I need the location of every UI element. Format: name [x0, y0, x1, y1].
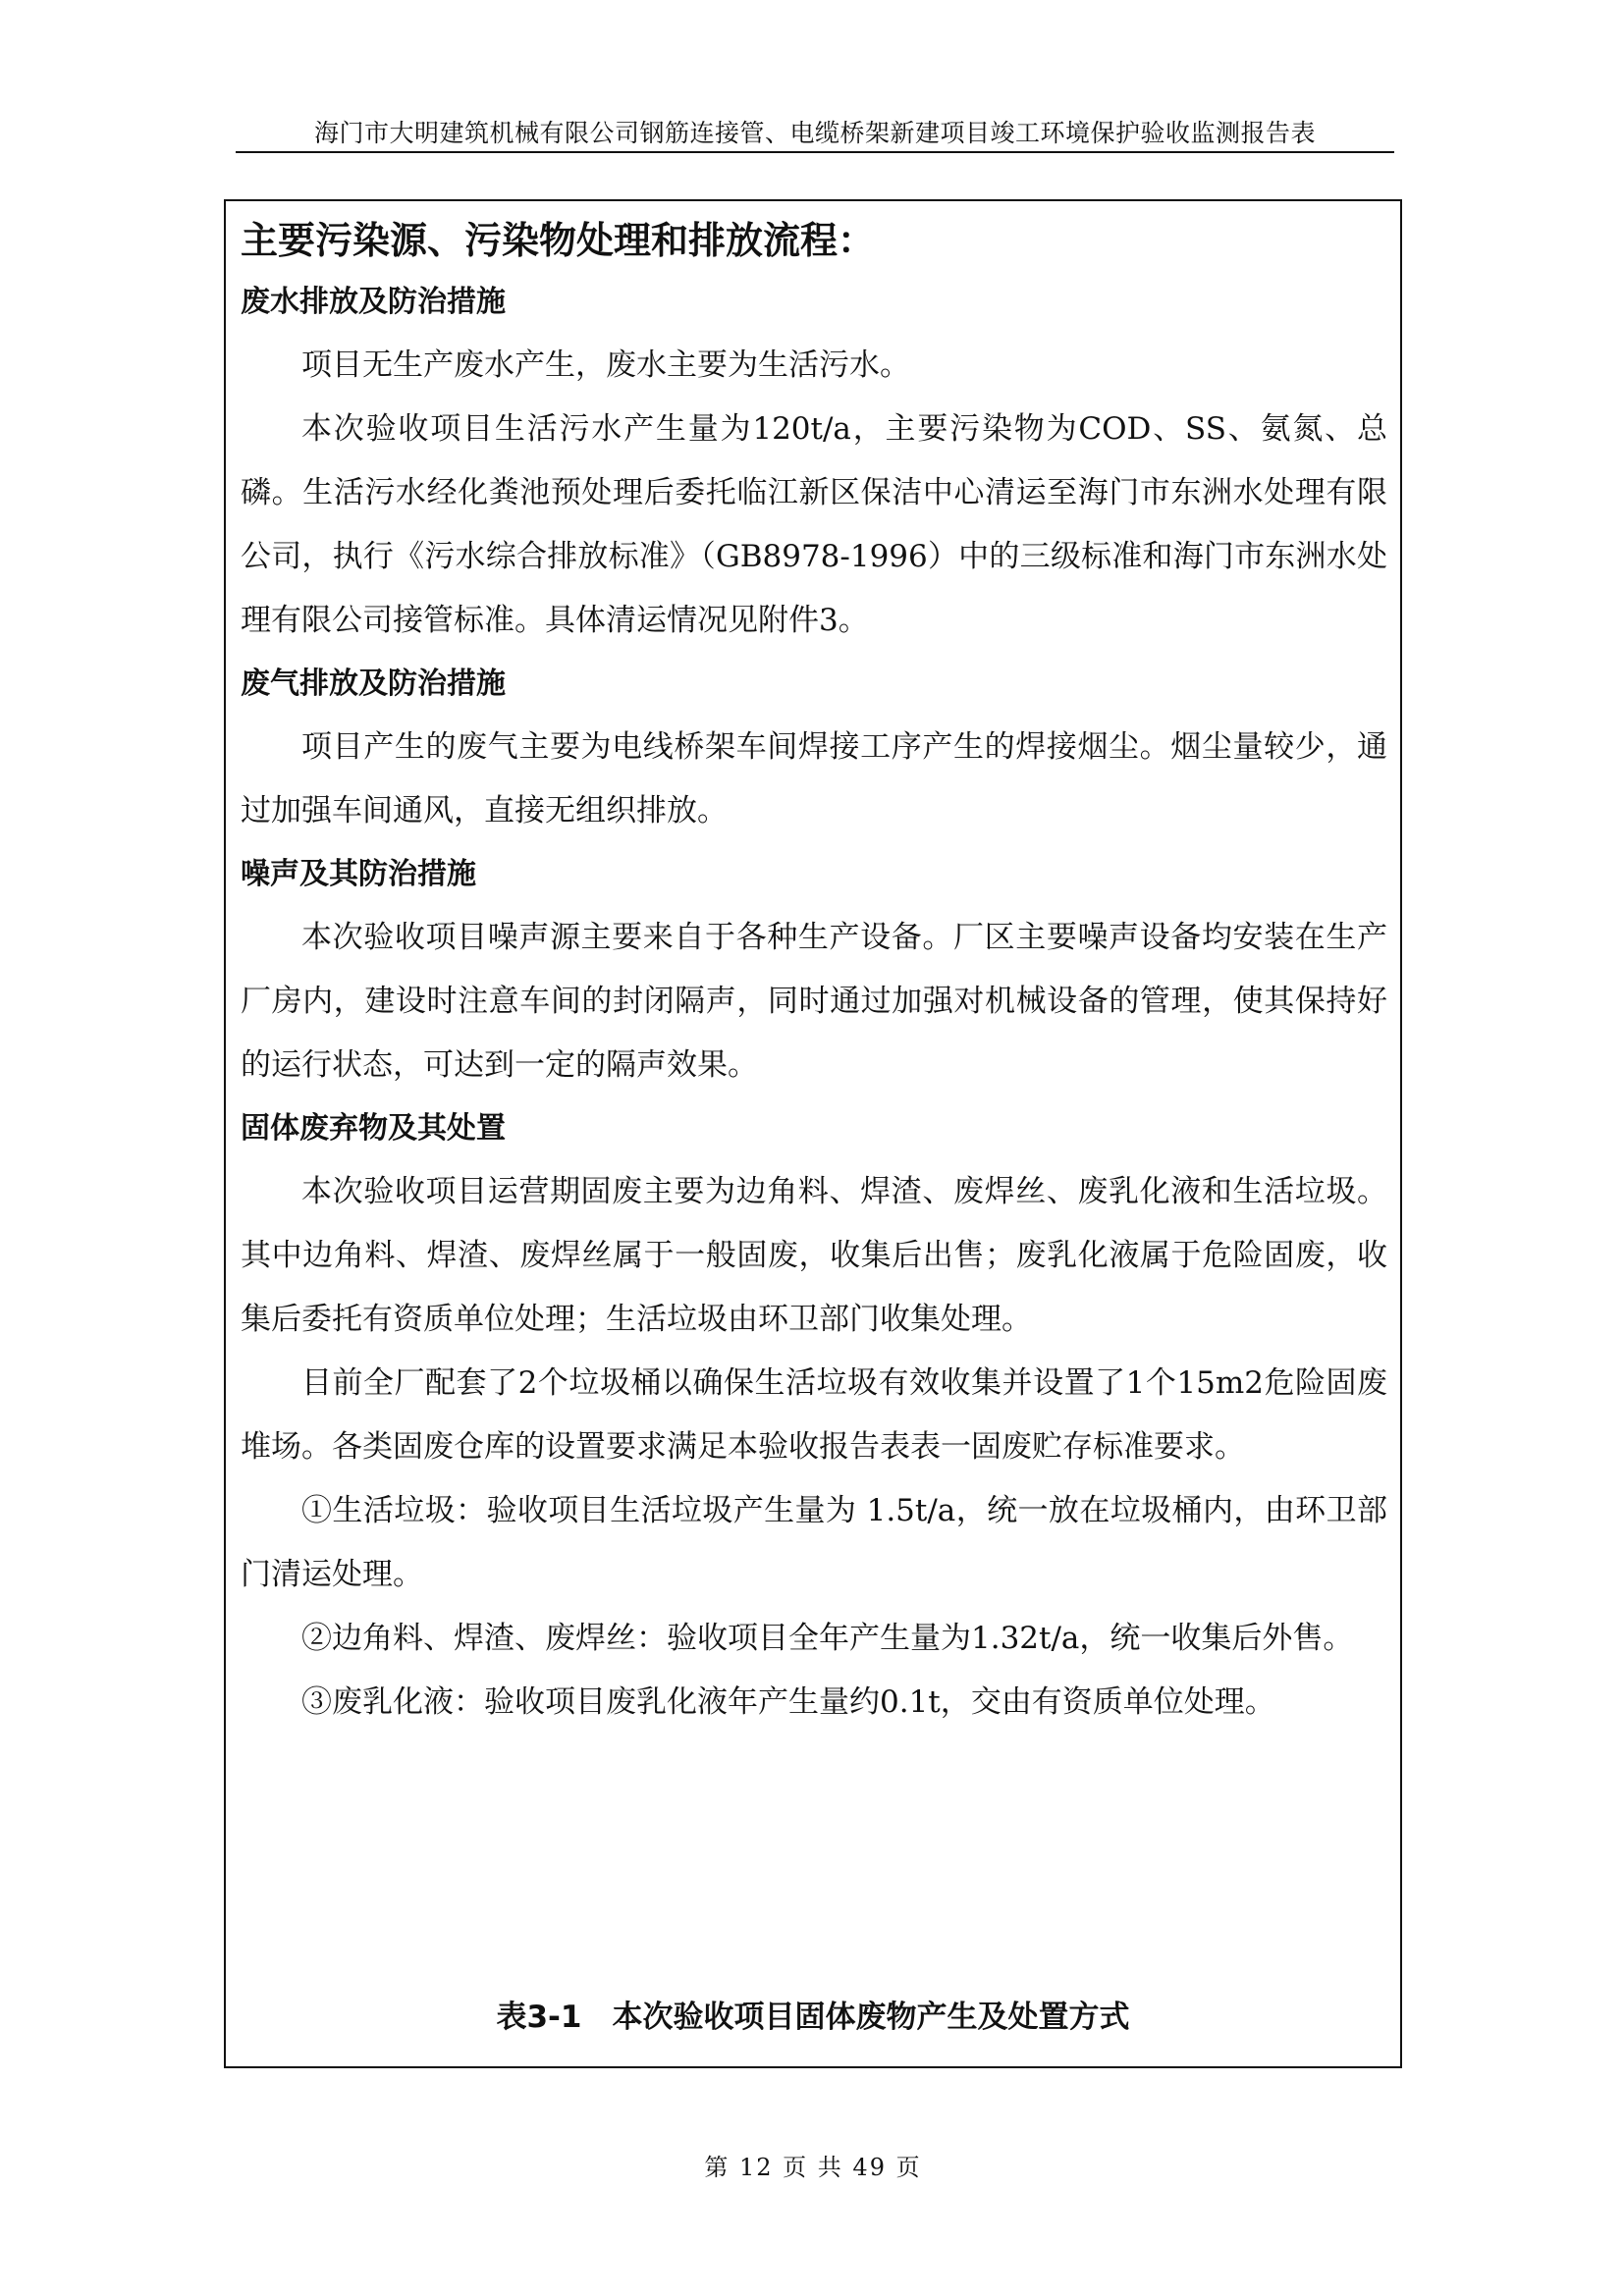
paragraph: 项目无生产废水产生，废水主要为生活污水。	[301, 347, 910, 383]
list-item: ③废乳化液：验收项目废乳化液年产生量约0.1t，交由有资质单位处理。	[301, 1684, 1275, 1720]
paragraph: 本次验收项目生活污水产生量为120t/a，主要污染物为COD、SS、氨氮、总磷。生活污水经化粪池预处理后委托临江新区保洁中心清运至海门市东洲水处理有限公司，执行《污水综合排放标准》（GB8978-1996）中的三级标准和海门市东洲水处理有限公司接管标准。具体清运情况见附件3。	[241, 411, 1387, 638]
paragraph: 项目产生的废气主要为电线桥架车间焊接工序产生的焊接烟尘。烟尘量较少，通过加强车间通风，直接无组织排放。	[241, 729, 1387, 828]
running-header-title: 海门市大明建筑机械有限公司钢筋连接管、电缆桥架新建项目竣工环境保护验收监测报告表	[313, 119, 1316, 147]
paragraph: 本次验收项目噪声源主要来自于各种生产设备。厂区主要噪声设备均安装在生产厂房内，建设时注意车间的封闭隔声，同时通过加强对机械设备的管理，使其保持好的运行状态，可达到一定的隔声效果。	[241, 920, 1387, 1083]
section-heading-noise: 噪声及其防治措施	[241, 857, 476, 891]
paragraph: 目前全厂配套了2个垃圾桶以确保生活垃圾有效收集并设置了1个15m2危险固废堆场。各类固废仓库的设置要求满足本验收报告表表一固废贮存标准要求。	[241, 1365, 1387, 1465]
list-item: ①生活垃圾：验收项目生活垃圾产生量为 1.5t/a，统一放在垃圾桶内，由环卫部门清运处理。	[241, 1493, 1387, 1592]
page-number: 第 12 页 共 49 页	[704, 2154, 922, 2181]
main-heading: 主要污染源、污染物处理和排放流程：	[241, 219, 876, 262]
header-divider	[236, 151, 1394, 153]
section-noise	[241, 843, 1387, 1097]
section-heading-exhaust: 废气排放及防治措施	[241, 667, 506, 701]
section-solid-waste	[241, 1097, 1387, 1735]
paragraph: 本次验收项目运营期固废主要为边角料、焊渣、废焊丝、废乳化液和生活垃圾。其中边角料、焊渣、废焊丝属于一般固废，收集后出售；废乳化液属于危险固废，收集后委托有资质单位处理；生活垃圾由环卫部门收集处理。	[241, 1174, 1387, 1337]
list-item: ②边角料、焊渣、废焊丝：验收项目全年产生量为1.32t/a，统一收集后外售。	[301, 1621, 1354, 1656]
section-wastewater	[241, 271, 1387, 653]
section-exhaust	[241, 653, 1387, 843]
section-heading-solid-waste: 固体废弃物及其处置	[241, 1111, 506, 1146]
table-caption: 表3-1 本次验收项目固体废物产生及处置方式	[496, 2000, 1130, 2035]
content-body	[241, 210, 1387, 1735]
section-heading-wastewater: 废水排放及防治措施	[241, 285, 506, 319]
